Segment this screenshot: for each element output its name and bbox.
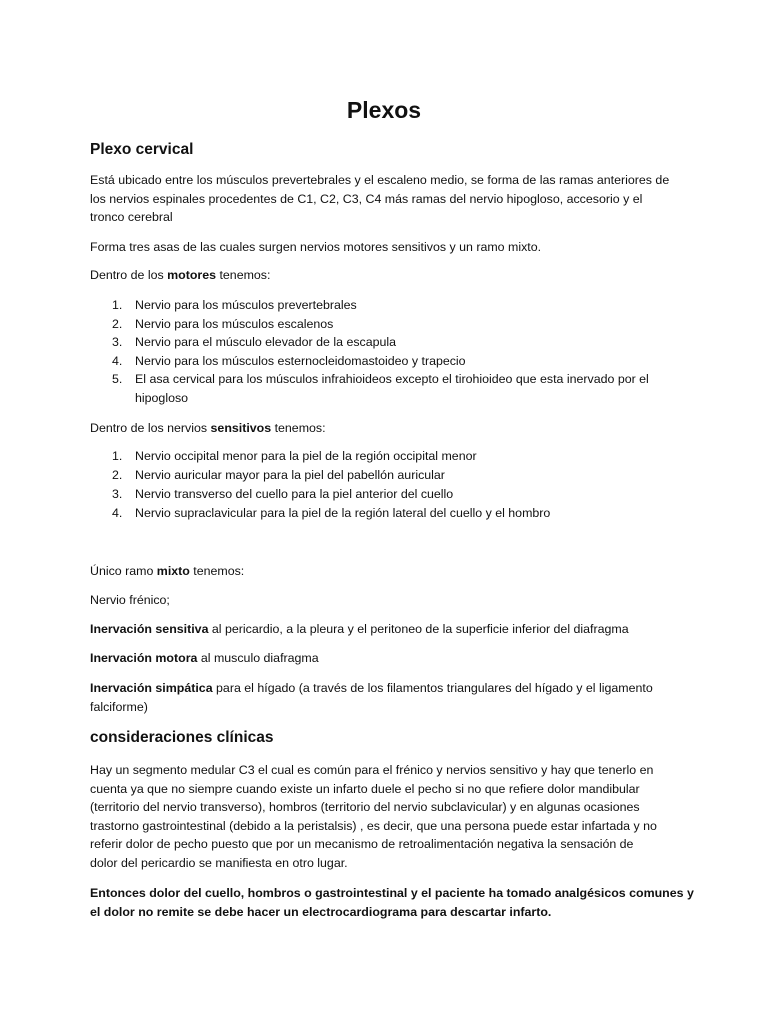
list-number: 4. xyxy=(112,506,123,520)
intro-line: tronco cerebral xyxy=(90,210,173,225)
conclusion-line: el dolor no remite se debe hacer un electrocardiograma para descartar infarto. xyxy=(90,904,552,919)
list-item: Nervio para los músculos prevertebrales xyxy=(135,298,357,312)
clinicas-line: Hay un segmento medular C3 el cual es común para el frénico y nervios sensitivo y hay que tenerlo en xyxy=(90,763,654,777)
list-number: 5. xyxy=(112,372,123,387)
list-number: 2. xyxy=(112,316,123,331)
list-number: 3. xyxy=(112,487,123,501)
page-title: Plexos xyxy=(346,97,422,123)
clinicas-line: trastorno gastrointestinal (debido a la peristalsis) , es decir, que una persona puede estar infartada y no xyxy=(90,818,657,833)
list-item: Nervio transverso del cuello para la piel anterior del cuello xyxy=(135,487,454,501)
list-number: 4. xyxy=(112,353,123,368)
list-item-continuation: hipogloso xyxy=(135,391,189,405)
list-number: 1. xyxy=(112,298,123,312)
asas-paragraph: Forma tres asas de las cuales surgen nervios motores sensitivos y un ramo mixto. xyxy=(90,240,542,254)
inervacion-sensitiva: Inervación sensitiva al pericardio, a la pleura y el peritoneo de la superficie inferior del diafragma xyxy=(90,622,629,636)
list-item: Nervio para los músculos escalenos xyxy=(135,316,334,331)
inervacion-simpatica: Inervación simpática para el hígado (a través de los filamentos triangulares del hígado y el ligamento xyxy=(90,681,653,695)
sensitivos-intro: Dentro de los nervios sensitivos tenemos: xyxy=(90,421,326,435)
section-heading-consideraciones: consideraciones clínicas xyxy=(90,729,274,746)
list-number: 1. xyxy=(112,449,123,463)
nervio-frenico: Nervio frénico; xyxy=(90,593,170,607)
motores-intro: Dentro de los motores tenemos: xyxy=(90,268,271,282)
clinicas-line: (territorio del nervio transverso), hombros (territorio del nervio subclavicular) y en algunas ocasiones xyxy=(90,800,640,815)
inervacion-simpatica-continuation: falciforme) xyxy=(90,699,148,714)
list-item: El asa cervical para los músculos infrahioideos excepto el tirohioideo que esta inervado por el xyxy=(135,372,649,387)
list-item: Nervio para los músculos esternocleidomastoideo y trapecio xyxy=(135,353,466,368)
intro-line: Está ubicado entre los músculos prevertebrales y el escaleno medio, se forma de las ramas anteriores de xyxy=(90,173,670,187)
list-number: 3. xyxy=(112,335,123,350)
conclusion-line: Entonces dolor del cuello, hombros o gastrointestinal y el paciente ha tomado analgésicos comunes y xyxy=(90,886,694,900)
inervacion-motora: Inervación motora al musculo diafragma xyxy=(90,651,319,665)
mixto-intro: Único ramo mixto tenemos: xyxy=(90,564,245,578)
clinicas-line: dolor del pericardio se manifiesta en otro lugar. xyxy=(90,856,348,870)
list-item: Nervio supraclavicular para la piel de la región lateral del cuello y el hombro xyxy=(135,506,551,520)
list-item: Nervio occipital menor para la piel de la región occipital menor xyxy=(135,449,477,463)
section-heading-plexo-cervical: Plexo cervical xyxy=(90,141,194,158)
clinicas-line: referir dolor de pecho puesto que por un mecanismo de retroalimentación negativa la sensación de xyxy=(90,837,634,852)
list-number: 2. xyxy=(112,468,123,482)
intro-line: los nervios espinales procedentes de C1, C2, C3, C4 más ramas del nervio hipogloso, accesorio y el xyxy=(90,191,643,206)
clinicas-line: cuenta ya que no siempre cuando existe un infarto duele el pecho si no que refiere dolor mandibular xyxy=(90,781,640,796)
list-item: Nervio para el músculo elevador de la escapula xyxy=(135,335,397,350)
list-item: Nervio auricular mayor para la piel del pabellón auricular xyxy=(135,468,445,482)
